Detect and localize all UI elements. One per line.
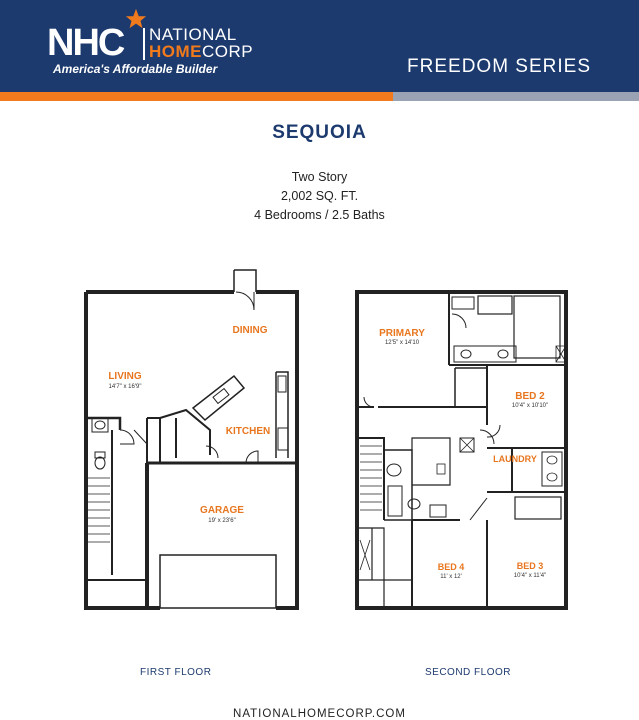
kitchen-label: KITCHEN — [225, 426, 271, 437]
dining-label: DINING — [232, 325, 268, 336]
logo-tagline: America's Affordable Builder — [53, 62, 218, 76]
logo-word-corp: CORP — [202, 42, 254, 61]
series-title: FREEDOM SERIES — [407, 56, 591, 77]
bed2-dims: 10'4" x 10'10" — [511, 403, 549, 409]
bed4-dims: 11' x 12' — [440, 574, 462, 580]
logo-word-national: NATIONAL — [149, 25, 237, 44]
logo-mark: NHC — [47, 22, 124, 64]
first-floor-label: FIRST FLOOR — [140, 667, 212, 678]
plan-beds-baths: 4 Bedrooms / 2.5 Baths — [254, 208, 385, 222]
logo-word-home: HOME — [149, 42, 202, 61]
logo-divider — [143, 28, 145, 60]
laundry-label: LAUNDRY — [493, 454, 537, 464]
first-floor-plan — [86, 270, 297, 608]
garage-dims: 19' x 23'6" — [208, 518, 236, 524]
garage-label: GARAGE — [200, 505, 244, 516]
header-stripe-gray — [393, 92, 639, 101]
living-label: LIVING — [108, 371, 142, 382]
primary-label: PRIMARY — [379, 328, 425, 339]
plan-area: 2,002 SQ. FT. — [280, 189, 359, 203]
plan-stories: Two Story — [291, 170, 348, 184]
bed3-label: BED 3 — [516, 561, 544, 571]
star-icon — [125, 8, 147, 30]
nhc-logo[interactable] — [47, 8, 254, 78]
floor-plans — [0, 260, 639, 620]
bed3-dims: 10'4" x 11'4" — [513, 573, 547, 579]
bed4-label: BED 4 — [437, 562, 465, 572]
primary-dims: 12'5" x 14'10 — [384, 340, 420, 346]
second-floor-label: SECOND FLOOR — [425, 667, 512, 678]
plan-specs — [0, 168, 639, 225]
bed2-label: BED 2 — [515, 391, 545, 402]
website-link[interactable]: NATIONALHOMECORP.COM — [233, 708, 406, 720]
living-dims: 14'7" x 16'9" — [108, 384, 142, 390]
header-stripe-orange — [0, 92, 393, 101]
plan-name: SEQUOIA — [272, 122, 367, 143]
logo-word-homecorp — [149, 43, 253, 61]
